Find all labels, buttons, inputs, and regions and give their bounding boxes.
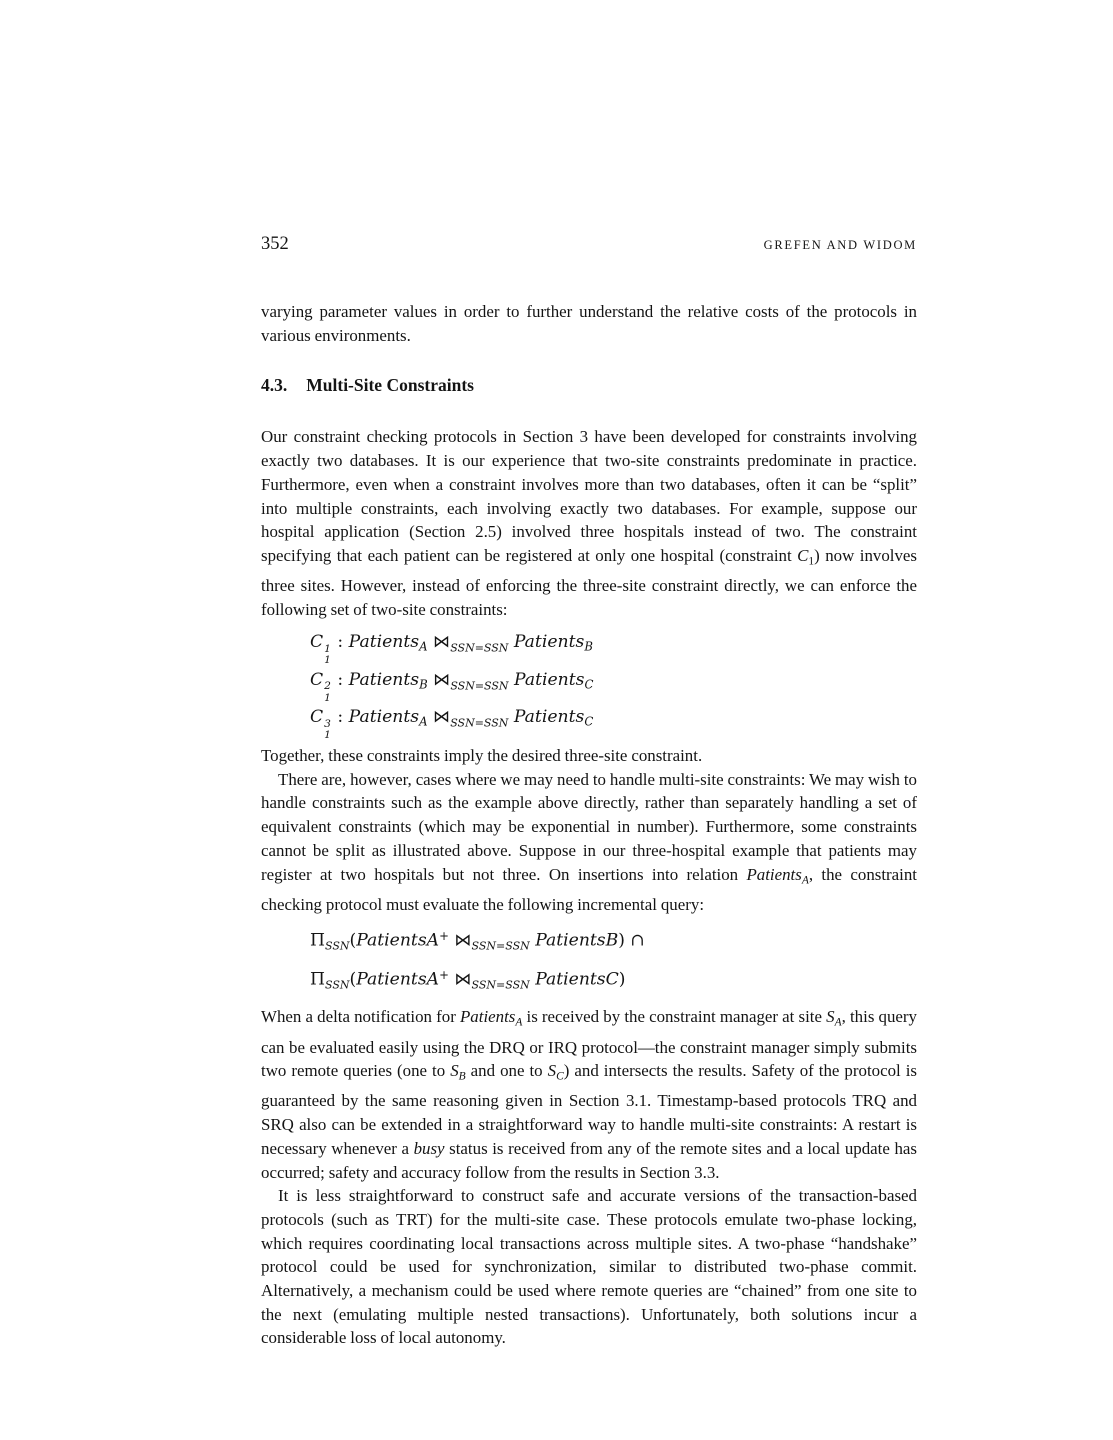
equation-line-c12: C 2 1 : Patients$_B$ $⋈_{SSN=SSN}$ Patients$_C$ bbox=[310, 669, 594, 704]
equation-line-c11: C 1 1 : Patients$_A$ $⋈_{SSN=SSN}$ Patients$_B$ bbox=[310, 632, 593, 667]
section-heading bbox=[261, 373, 917, 397]
equation-block-query bbox=[261, 922, 917, 1000]
paragraph-two-site: Our constraint checking protocols in Section 3 have been developed for constraints involving exactly two databases. It is our experience that two-site constraints predominate in practice. Furthermore, even when a constraint involves more than two databases, often it can be “split” into multiple constraints, each involving exactly two databases. For example, suppose our hospital application (Section 2.5) involved three hospitals instead of two. The constraint specifying that each patient can be registered at only one hospital (constraint $C_1$) now involves three sites. However, instead of enforcing the three-site constraint directly, we can enforce the following set of two-site constraints: bbox=[261, 427, 917, 619]
paragraph-intro: varying parameter values in order to further understand the relative costs of the protocols in various environments. bbox=[261, 302, 917, 345]
equation-line-query-1: $\Pi_{SSN}(PatientsA^+$ $⋈_{SSN=SSN}$ PatientsB) ∩ bbox=[310, 929, 645, 953]
section-title: Multi-Site Constraints bbox=[306, 375, 474, 396]
equation-line-query-2: $\Pi_{SSN}(PatientsA^+$ $⋈_{SSN=SSN}$ PatientsC) bbox=[310, 968, 626, 993]
page-header bbox=[261, 234, 917, 255]
section-number: 4.3. bbox=[261, 375, 288, 396]
equation-block-constraints bbox=[261, 628, 917, 740]
equation-line-c13: C 3 1 : Patients$_A$ $⋈_{SSN=SSN}$ Patients$_C$ bbox=[310, 706, 594, 741]
paragraph-together: Together, these constraints imply the desired three-site constraint. bbox=[261, 745, 703, 765]
paragraph-delta-notification: When a delta notification for Patients$_A$ is received by the constraint manager at site $S_A$, this query can be evaluated easily using the DRQ or IRQ protocol—the constraint manager simply submits two remote queries (one to $S_B$ and one to $S_C$) and intersects the results. Safety of the protocol is guaranteed by the same reasoning given in Section 3.1. Timestamp-based protocols TRQ and SRQ also can be extended in a straightforward way to handle multi-site constraints: A restart is necessary whenever a busy status is received from any of the remote sites and a local update has occurred; safety and accuracy follow from the results in Section 3.3. bbox=[261, 1007, 918, 1182]
paragraph-multi-site-cases: There are, however, cases where we may need to handle multi-site constraints: We may wish to handle constraints such as the example above directly, rather than separately handling a set of equivalent constraints (which may be exponential in number). Furthermore, some constraints cannot be split as illustrated above. Suppose in our three-hospital example that patients may register at two hospitals but not three. On insertions into relation Patients$_A$, the constraint checking protocol must evaluate the following incremental query: bbox=[261, 769, 918, 914]
page-number: 352 bbox=[261, 234, 289, 254]
running-head: GREFEN AND WIDOM bbox=[763, 238, 917, 252]
text-column bbox=[261, 234, 917, 1350]
paragraph-transaction-based: It is less straightforward to construct safe and accurate versions of the transaction-based protocols (such as TRT) for the multi-site case. These protocols emulate two-phase locking, which requires coordinating local transactions across multiple sites. A two-phase “handshake” protocol could be used for synchronization, similar to distributed two-phase commit. Alternatively, a mechanism could be used where remote queries are “chained” from one site to the next (emulating multiple nested transactions). Unfortunately, both solutions incur a considerable loss of local autonomy. bbox=[261, 1186, 917, 1348]
